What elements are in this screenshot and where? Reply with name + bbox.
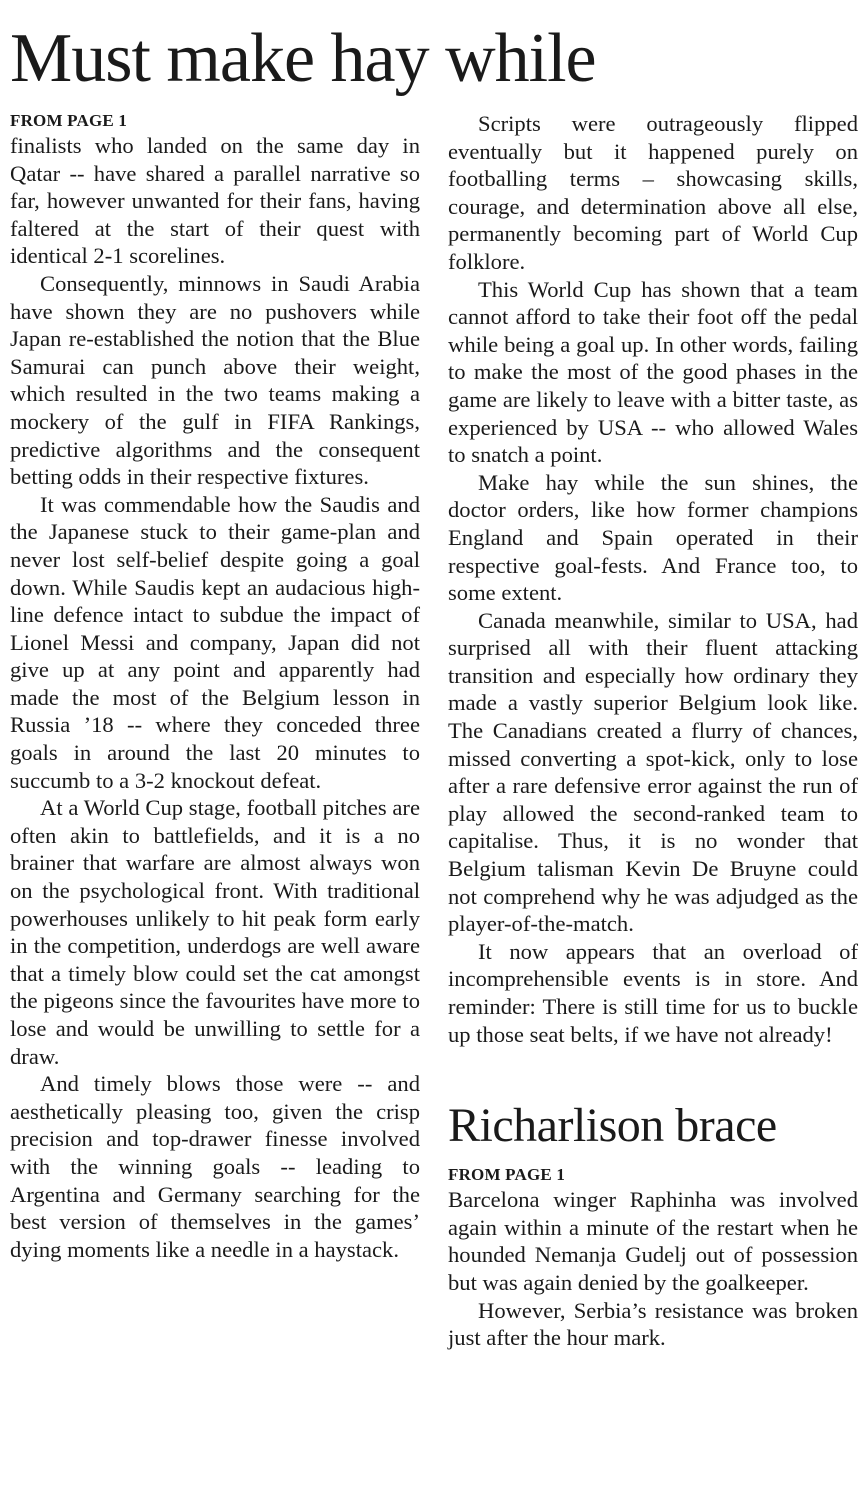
article-paragraph: Consequently, minnows in Saudi Arabia have shown they are no pushovers while Japan re-established the notion that the Blue Samurai can punch above their weight, which resulted in the two teams making a mockery of the gulf in FIFA Rankings, predictive algorithms and the consequent betting odds in their respective fixtures. [10, 270, 420, 490]
article-paragraph: It now appears that an overload of incomprehensible events is in store. And reminder: There is still time for us to buckle up those seat belts, if we have not already! [448, 938, 858, 1047]
article-paragraph: Canada meanwhile, similar to USA, had surprised all with their fluent attacking transition and especially how ordinary they made a vastly superior Belgium look like. The Canadians created a flurry of chances, missed converting a spot-kick, only to lose after a rare defensive error against the run of play allowed the second-ranked team to capitalise. Thus, it is no wonder that Belgium talisman Kevin De Bruyne could not comprehend why he was adjudged as the player-of-the-match. [448, 607, 858, 937]
article-paragraph: And timely blows those were -- and aesthetically pleasing too, given the crisp precision and top-drawer finesse involved with the winning goals -- leading to Argentina and Germany searching for the best version of themselves in the games’ dying moments like a needle in a haystack. [10, 1071, 420, 1262]
second-article-kicker: FROM PAGE 1 [448, 1165, 566, 1185]
continuation-kicker: FROM PAGE 1 [10, 111, 128, 130]
headline: Must make hay while [10, 20, 596, 97]
article-paragraph: Make hay while the sun shines, the doctor orders, like how former champions England and Spain operated in their respective goal-fests. And France too, to some extent. [448, 469, 858, 606]
article-paragraph: This World Cup has shown that a team cannot afford to take their foot off the pedal while being a goal up. In other words, failing to make the most of the good phases in the game are likely to leave with a bitter taste, as experienced by USA -- who allowed Wales to snatch a point. [448, 276, 858, 468]
article-paragraph: finalists who landed on the same day in Qatar -- have shared a parallel narrative so far, however unwanted for their fans, having faltered at the start of their quest with identical 2-1 scorelines. [10, 133, 420, 269]
article-paragraph: At a World Cup stage, football pitches are often akin to battlefields, and it is a no brainer that warfare are almost always won on the psychological front. With traditional powerhouses unlikely to hit peak form early in the competition, underdogs are well aware that a timely blow could set the cat amongst the pigeons since the favourites have more to lose and would be unwilling to settle for a draw. [10, 795, 420, 1069]
article-paragraph: Scripts were outrageously flipped eventually but it happened purely on footballing terms – showcasing skills, courage, and determination above all else, permanently becoming part of World Cup folklore. [448, 111, 858, 274]
right-column [448, 110, 858, 1352]
second-article-headline: Richarlison brace [448, 1099, 777, 1153]
second-article-paragraph: Barcelona winger Raphinha was involved again within a minute of the restart when he hounded Nemanja Gudelj out of possession but was again denied by the goalkeeper. [448, 1187, 858, 1295]
article-paragraph: It was commendable how the Saudis and the Japanese stuck to their game-plan and never lost self-belief despite going a goal down. While Saudis kept an audacious high-line defence intact to subdue the impact of Lionel Messi and company, Japan did not give up at any point and apparently had made the most of the Belgium lesson in Russia ’18 -- where they conceded three goals in around the last 20 minutes to succumb to a 3-2 knockout defeat. [10, 491, 420, 793]
left-column [10, 110, 420, 1263]
second-article-paragraph: However, Serbia’s resistance was broken just after the hour mark. [448, 1297, 858, 1351]
